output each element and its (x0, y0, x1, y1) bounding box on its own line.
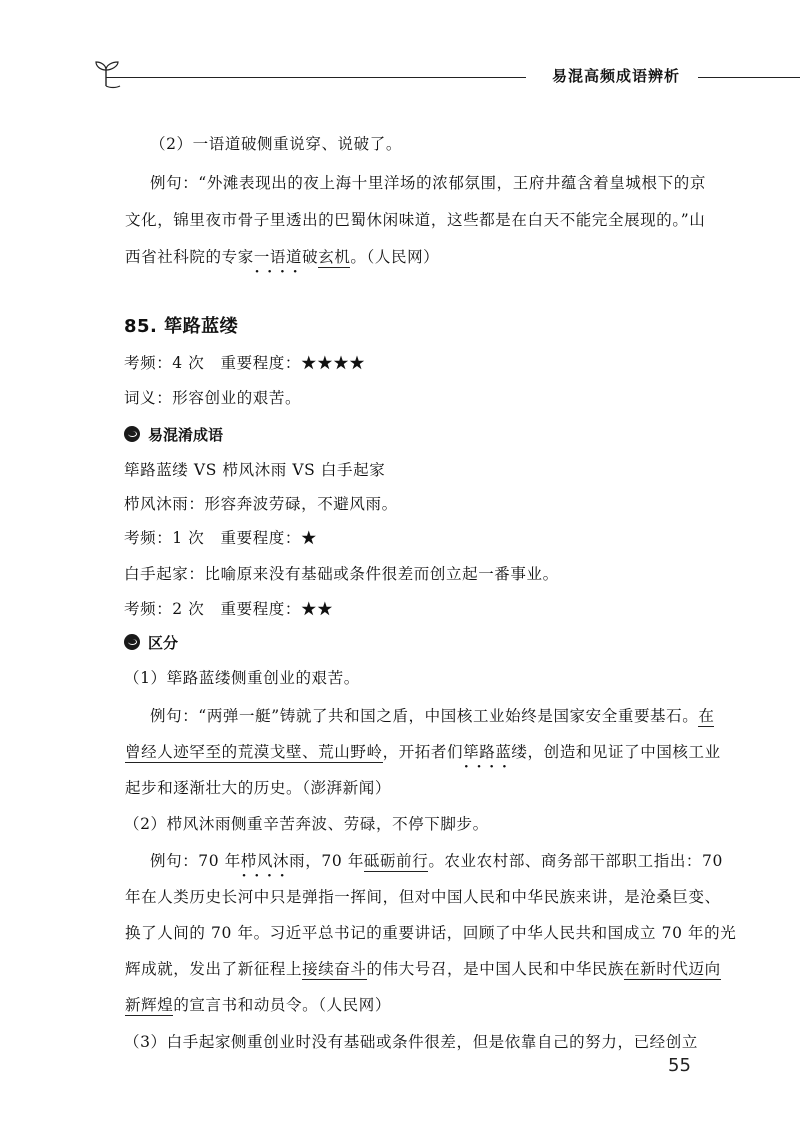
diff-example-2-line-4 (125, 958, 725, 980)
e2-text-h: 的宣言书和动员令。（人民网） (173, 996, 391, 1014)
e1-text-d: ，创造和见证了中国核工业 (527, 743, 721, 761)
intro-point-2: （2）一语道破侧重说穿、说破了。 (150, 135, 402, 153)
e2-underline-xinhuihuang: 新辉煌 (125, 996, 174, 1014)
diff-example-1-line-1 (150, 705, 750, 727)
e2-underline-xinshidai: 在新时代迈向 (624, 960, 721, 978)
diff-badge-icon (124, 634, 140, 650)
confusable-badge-icon (124, 426, 140, 442)
diff-example-1-line-3: 起步和逐渐壮大的历史。（澎湃新闻） (125, 779, 391, 797)
diff-example-2-line-5 (125, 994, 725, 1016)
intro-text-d: 。（人民网） (350, 248, 440, 266)
header-rule-right (698, 77, 800, 78)
zhifeng-frequency: 考频：1 次 重要程度：★ (124, 529, 318, 547)
e2-text-a: 例句：70 年 (150, 852, 241, 870)
zhifeng-definition: 栉风沐雨：形容奔波劳碌，不避风雨。 (124, 495, 398, 513)
baishou-frequency: 考频：2 次 重要程度：★★ (124, 600, 334, 618)
e1-text-b: ，开拓者们 (382, 743, 464, 761)
section-title: 85. 筚路蓝缕 (124, 316, 239, 337)
underlined-xuanji: 玄机 (318, 248, 351, 266)
diff-example-2-line-2: 年在人类历史长河中只是弹指一挥间，但对中国人民和中华民族来讲，是沧桑巨变、 (125, 888, 721, 906)
page-number: 55 (668, 1055, 691, 1076)
sprout-icon (92, 52, 132, 92)
e1-text-a: 例句：“两弹一艇”铸就了共和国之盾，中国核工业始终是国家安全重要基石。 (150, 707, 699, 725)
e2-text-c: ，70 年 (305, 852, 364, 870)
intro-example-line-2: 文化，锦里夜市骨子里透出的巴蜀休闲味道，这些都是在白天不能完全展现的。”山 (125, 211, 706, 229)
header-rule-left (106, 77, 526, 78)
e2-text-e: 。农业农村部、商务部干部职工指出：70 (428, 852, 723, 870)
confusable-heading-label: 易混淆成语 (148, 426, 224, 444)
emphasis-dots-yiyudaopo: 一语道破 · · (254, 248, 318, 266)
diff-point-1: （1）筚路蓝缕侧重创业的艰苦。 (124, 669, 360, 687)
intro-example-line-3 (125, 246, 725, 268)
emphasis-dots-bilulanlv: 筚路蓝缕 · · (463, 743, 527, 761)
compare-line: 筚路蓝缕 VS 栉风沐雨 VS 白手起家 (124, 461, 386, 479)
section-meaning: 词义：形容创业的艰苦。 (124, 389, 302, 407)
diff-point-3: （3）白手起家侧重创业时没有基础或条件很差，但是依靠自己的努力，已经创立 (124, 1033, 698, 1051)
diff-example-2-line-1 (150, 850, 750, 872)
e1-underline-zai: 在 (698, 707, 715, 725)
intro-example-line-1: 例句：“外滩表现出的夜上海十里洋场的浓郁氛围，王府井蕴含着皇城根下的京 (150, 174, 706, 192)
intro-text-a: 西省社科院的专家 (125, 248, 254, 266)
diff-point-2: （2）栉风沐雨侧重辛苦奔波、劳碌，不停下脚步。 (124, 815, 489, 833)
header-title: 易混高频成语辨析 (552, 67, 681, 85)
baishou-definition: 白手起家：比喻原来没有基础或条件很差而创立起一番事业。 (124, 565, 559, 583)
diff-example-1-line-2 (125, 741, 725, 763)
running-header (0, 52, 800, 102)
e2-text-f: 辉成就，发出了新征程上 (125, 960, 303, 978)
diff-example-2-line-3: 换了人间的 70 年。习近平总书记的重要讲话，回顾了中华人民共和国成立 70 年的光 (125, 924, 737, 942)
emphasis-dots-zhifengmuyu: 栉风沐雨 · · (241, 852, 305, 870)
section-frequency: 考频：4 次 重要程度：★★★★ (124, 354, 366, 372)
e2-underline-jiexu: 接续奋斗 (302, 960, 367, 978)
confusable-heading (124, 424, 223, 445)
e2-text-g: 的伟大号召，是中国人民和中华民族 (366, 960, 625, 978)
diff-heading (124, 632, 178, 653)
diff-heading-label: 区分 (148, 634, 179, 652)
e1-underline-place: 曾经人迹罕至的荒漠戈壁、荒山野岭 (125, 743, 383, 761)
e2-underline-dili: 砥砺前行 (363, 852, 429, 870)
